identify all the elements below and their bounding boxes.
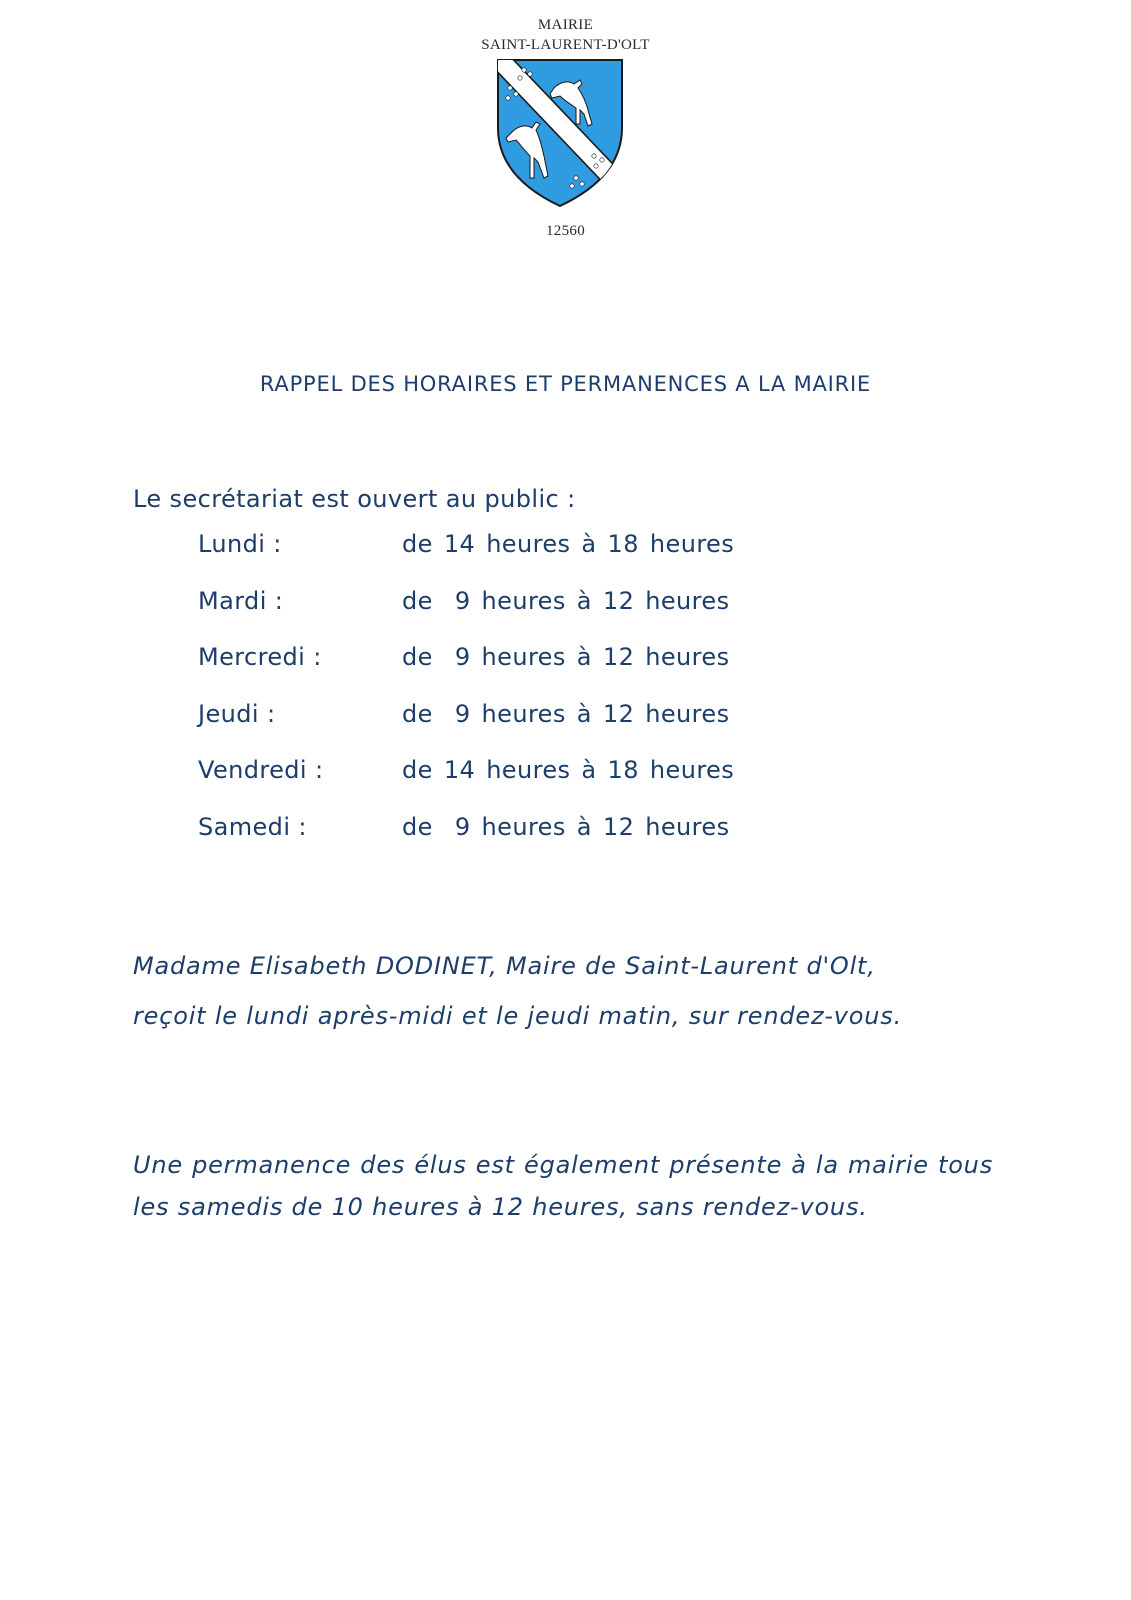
opening-hours-intro: Le secrétariat est ouvert au public :: [133, 485, 576, 513]
letterhead-postal-code: 12560: [546, 223, 585, 239]
day-label: Jeudi :: [198, 699, 276, 728]
mayor-notice-rest: reçoit le lundi après-midi et le jeudi matin, sur rendez-vous.: [133, 1002, 903, 1030]
mayor-notice-line1: Madame Elisabeth DODINET, Maire de Saint-Laurent d'Olt,: [133, 952, 876, 980]
mayor-notice: [133, 938, 993, 1039]
day-label: Mercredi :: [198, 643, 322, 671]
hours-row-vendredi: [198, 756, 818, 813]
hours-row-jeudi: [198, 700, 818, 757]
hours-value: de 9 heures à 12 heures: [402, 643, 730, 671]
day-label: Lundi :: [198, 530, 282, 558]
hours-value: de 14 heures à 18 heures: [402, 530, 735, 558]
coat-of-arms-icon: [496, 58, 624, 208]
hours-value: de 9 heures à 12 heures: [402, 699, 730, 728]
hours-row-lundi: [198, 530, 818, 587]
elected-officials-notice: Une permanence des élus est également présente à la mairie tous les samedis de 10 heures à 12 heures, sans rendez-vous.: [133, 1151, 993, 1221]
document-title: RAPPEL DES HORAIRES ET PERMANENCES A LA MAIRIE: [259, 372, 872, 396]
day-label: Vendredi :: [198, 756, 324, 784]
day-label: Mardi :: [198, 586, 284, 615]
opening-hours-list: [198, 530, 818, 869]
letterhead-mairie: MAIRIE: [537, 17, 594, 33]
hours-value: de 9 heures à 12 heures: [402, 586, 730, 615]
hours-row-mardi: [198, 587, 818, 644]
day-label: Samedi :: [198, 812, 307, 841]
hours-row-samedi: [198, 813, 818, 870]
hours-value: de 14 heures à 18 heures: [402, 756, 735, 784]
hours-value: de 9 heures à 12 heures: [402, 812, 730, 841]
hours-row-mercredi: [198, 643, 818, 700]
letterhead-commune: SAINT-LAURENT-D'OLT: [481, 37, 650, 53]
